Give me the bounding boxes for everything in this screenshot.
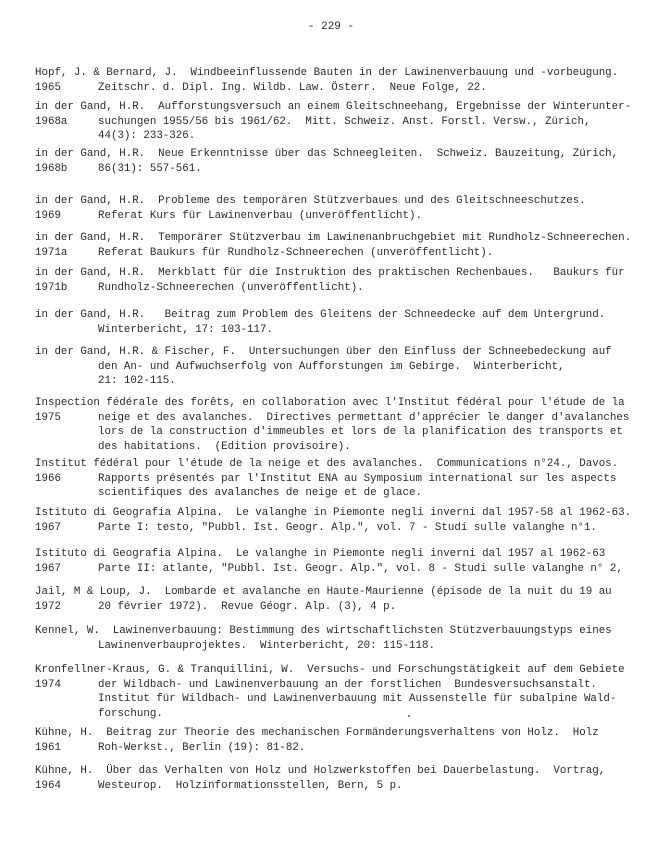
entry-line xyxy=(35,129,635,144)
bibliography-entry xyxy=(35,396,635,454)
entry-line xyxy=(35,281,635,296)
entry-citation-continued: 86(31): 557-561. xyxy=(98,162,202,175)
entry-citation-continued: neige et des avalanches. Directives permettant d'apprécier le danger d'avalanches xyxy=(98,411,630,424)
entry-line xyxy=(35,506,635,521)
entry-citation-start: in der Gand, H.R. Probleme des temporären Stützverbaues und des Gleitschneeschutzes. xyxy=(35,195,586,207)
bibliography-entry xyxy=(35,764,635,793)
stray-mark xyxy=(408,715,410,717)
entry-citation-continued: Westeurop. Holzinformationsstellen, Bern, 5 p. xyxy=(98,779,403,792)
entry-citation-continued: Roh-Werkst., Berlin (19): 81-82. xyxy=(98,741,306,754)
entry-line xyxy=(35,162,635,177)
entry-line xyxy=(35,266,635,281)
entry-year: 1965 xyxy=(35,81,61,94)
page-number: - 229 - xyxy=(307,21,355,33)
entry-line xyxy=(35,472,635,487)
entry-line xyxy=(35,100,635,115)
entry-line xyxy=(35,440,635,455)
entry-citation-continued: Lawinenverbauprojektes. Winterbericht, 20: 115-118. xyxy=(98,639,435,652)
entry-line xyxy=(35,741,635,756)
entry-line xyxy=(35,411,635,426)
entry-citation-continued: Winterbericht, 17: 103-117. xyxy=(98,323,273,336)
entry-citation-start: Jail, M & Loup, J. Lombarde et avalanche en Haute-Maurienne (épisode de la nuit du 19 au xyxy=(35,586,612,598)
entry-citation-continued: Zeitschr. d. Dipl. Ing. Wildb. Law. Österr. Neue Folge, 22. xyxy=(98,81,487,94)
bibliography-entry xyxy=(35,66,635,95)
entry-line xyxy=(35,115,635,130)
bibliography-entry xyxy=(35,100,635,144)
entry-line xyxy=(35,692,635,707)
entry-line xyxy=(35,726,635,741)
entry-line xyxy=(35,663,635,678)
entry-citation-start: Istituto di Geografia Alpina. Le valanghe in Piemonte negli inverni dal 1957-58 al 1962-63. xyxy=(35,507,632,519)
bibliography-entry xyxy=(35,585,635,614)
entry-year: 1967 xyxy=(35,521,61,534)
entry-line xyxy=(35,678,635,693)
entry-citation-start: Kühne, H. Über das Verhalten von Holz und Holzwerkstoffen bei Dauerbelastung. Vortrag, xyxy=(35,765,606,777)
entry-citation-continued: der Wildbach- und Lawinenverbauung an der forstlichen Bundesversuchsanstalt. xyxy=(98,678,597,691)
entry-citation-continued: 21: 102-115. xyxy=(98,375,176,387)
entry-citation-start: Istituto di Geografia Alpina. Le valanghe in Piemonte negli inverni dal 1957 al 1962-63 xyxy=(35,548,606,560)
entry-year: 1975 xyxy=(35,411,61,424)
entry-year: 1971a xyxy=(35,246,68,259)
entry-line xyxy=(35,396,635,411)
entry-line xyxy=(35,457,635,472)
entry-line xyxy=(35,585,635,600)
entry-citation-continued: 20 février 1972). Revue Géogr. Alp. (3), 4 p. xyxy=(98,600,397,613)
bibliography-entry xyxy=(35,663,635,721)
entry-citation-continued: Rundholz-Schneerechen (unveröffentlicht). xyxy=(98,281,364,294)
entry-citation-start: in der Gand, H.R. Merkblatt für die Instruktion des praktischen Rechenbaues. Baukurs für xyxy=(35,267,625,279)
entry-citation-continued: suchungen 1955/56 bis 1961/62. Mitt. Schweiz. Anst. Forstl. Versw., Zürich, xyxy=(98,115,591,128)
bibliography-entry xyxy=(35,147,635,176)
entry-citation-start: Inspection fédérale des forêts, en collaboration avec l'Institut fédéral pour l'étude de la xyxy=(35,397,625,409)
bibliography-entry xyxy=(35,506,635,535)
entry-year: 1974 xyxy=(35,678,61,691)
entry-citation-start: in der Gand, H.R. Aufforstungsversuch an einem Gleitschneehang, Ergebnisse der Winterunter- xyxy=(35,101,632,113)
bibliography-entry xyxy=(35,726,635,755)
bibliography-entry xyxy=(35,345,635,389)
bibliography-entry xyxy=(35,308,635,337)
entry-citation-start: Kronfellner-Kraus, G. & Tranquillini, W. Versuchs- und Forschungstätigkeit auf dem Gebiete xyxy=(35,664,625,676)
entry-line xyxy=(35,374,635,389)
entry-line xyxy=(35,707,635,722)
entry-citation-start: in der Gand, H.R. Temporärer Stützverbau im Lawinenanbruchgebiet mit Rundholz-Schneerechen. xyxy=(35,232,632,244)
entry-year: 1961 xyxy=(35,741,61,754)
entry-line xyxy=(35,81,635,96)
entry-line xyxy=(35,779,635,794)
entry-citation-start: Hopf, J. & Bernard, J. Windbeeinflussende Bauten in der Lawinenverbauung und -vorbeugung. xyxy=(35,67,619,79)
entry-line xyxy=(35,425,635,440)
entry-citation-continued: Rapports présentés par l'Institut ENA au Symposium international sur les aspects xyxy=(98,472,617,485)
entry-citation-continued: lors de la construction d'immeubles et lors de la planification des transports et xyxy=(98,426,623,438)
entry-citation-continued: 44(3): 233-326. xyxy=(98,130,196,142)
entry-citation-continued: forschung. xyxy=(98,707,163,720)
entry-citation-continued: Referat Kurs für Lawinenverbau (unveröffentlicht). xyxy=(98,209,422,222)
entry-year: 1971b xyxy=(35,281,68,294)
entry-year: 1966 xyxy=(35,472,61,485)
entry-line xyxy=(35,639,635,654)
bibliography-entry xyxy=(35,547,635,576)
entry-year: 1968a xyxy=(35,115,68,128)
entry-year: 1964 xyxy=(35,779,61,792)
bibliography-entry xyxy=(35,624,635,653)
entry-line xyxy=(35,308,635,323)
entry-line xyxy=(35,323,635,338)
entry-line xyxy=(35,562,635,577)
entry-line xyxy=(35,360,635,375)
entry-citation-continued: Referat Baukurs für Rundholz-Schneerechen (unveröffentlicht). xyxy=(98,246,494,259)
entry-line xyxy=(35,486,635,501)
entry-year: 1972 xyxy=(35,600,61,613)
entry-line xyxy=(35,624,635,639)
entry-citation-continued: scientifiques des avalanches de neige et de glace. xyxy=(98,487,422,499)
entry-line xyxy=(35,231,635,246)
entry-citation-continued: Parte II: atlante, "Pubbl. Ist. Geogr. Alp.", vol. 8 - Studi sulle valanghe n° 2, xyxy=(98,562,623,575)
entry-citation-start: Institut fédéral pour l'étude de la neige et des avalanches. Communications n°24., Davos. xyxy=(35,458,619,470)
entry-line xyxy=(35,246,635,261)
entry-line xyxy=(35,764,635,779)
entry-year: 1968b xyxy=(35,162,68,175)
entry-line xyxy=(35,547,635,562)
entry-line xyxy=(35,194,635,209)
entry-line xyxy=(35,209,635,224)
entry-citation-start: Kühne, H. Beitrag zur Theorie des mechanischen Formänderungsverhaltens von Holz. Holz xyxy=(35,727,599,739)
entry-citation-start: in der Gand, H.R. Beitrag zum Problem des Gleitens der Schneedecke auf dem Untergrund. xyxy=(35,309,606,321)
entry-citation-start: in der Gand, H.R. & Fischer, F. Untersuchungen über den Einfluss der Schneebedeckung auf xyxy=(35,346,612,358)
bibliography-entry xyxy=(35,231,635,260)
entry-line xyxy=(35,66,635,81)
entry-year: 1969 xyxy=(35,209,61,222)
bibliography-entry xyxy=(35,266,635,295)
entry-line xyxy=(35,345,635,360)
entry-year: 1967 xyxy=(35,562,61,575)
entry-line xyxy=(35,147,635,162)
entry-line xyxy=(35,600,635,615)
bibliography-entry xyxy=(35,194,635,223)
entry-line xyxy=(35,521,635,536)
entry-citation-continued: den An- und Aufwuchserfolg von Aufforstungen im Gebirge. Winterbericht, xyxy=(98,360,565,373)
bibliography-entry xyxy=(35,457,635,501)
entry-citation-continued: des habitations. (Edition provisoire). xyxy=(98,440,351,453)
entry-citation-start: in der Gand, H.R. Neue Erkenntnisse über das Schneegleiten. Schweiz. Bauzeitung, Zürich, xyxy=(35,148,619,160)
entry-citation-continued: Institut für Wildbach- und Lawinenverbauung mit Aussenstelle für subalpine Wald- xyxy=(98,693,617,705)
entry-citation-start: Kennel, W. Lawinenverbauung: Bestimmung des wirtschaftlichsten Stützverbauungstyps eines xyxy=(35,625,612,637)
entry-citation-continued: Parte I: testo, "Pubbl. Ist. Geogr. Alp.", vol. 7 - Studi sulle valanghe n°1. xyxy=(98,521,597,534)
